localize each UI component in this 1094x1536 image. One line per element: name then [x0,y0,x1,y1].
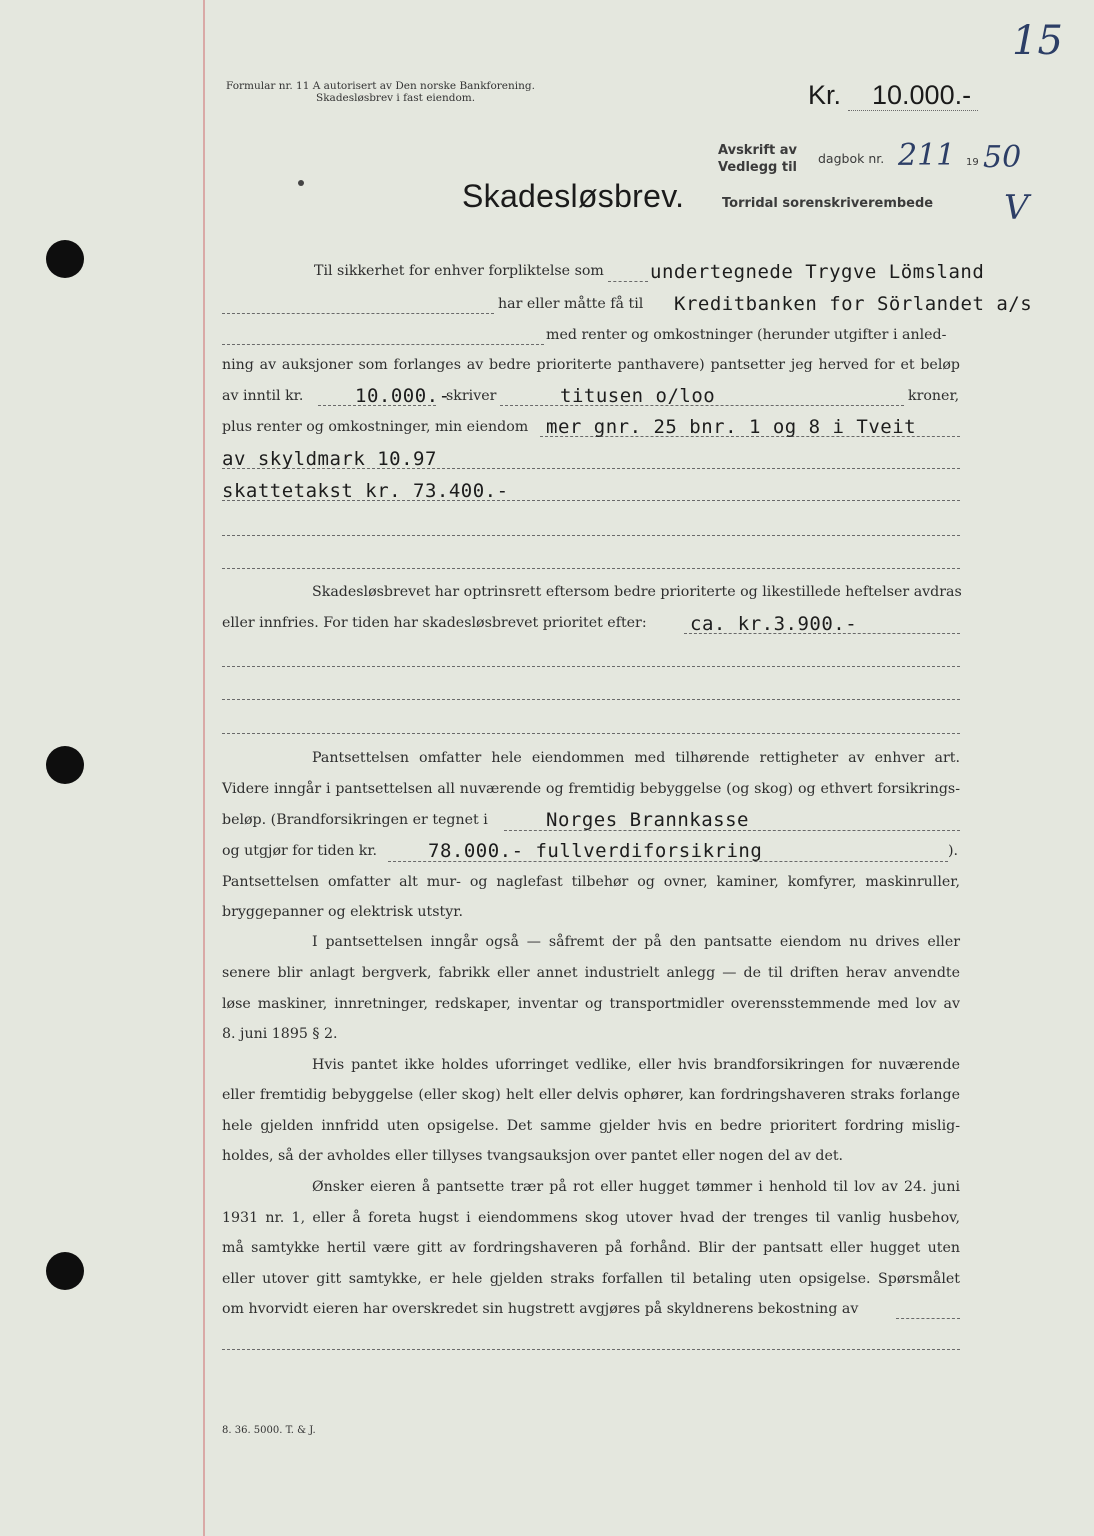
insurer-name: Norges Brannkasse [546,809,749,831]
clause1-line4: 8. juni 1895 § 2. [222,1026,338,1042]
page-number: 15 [1012,18,1063,64]
clause1-line3: løse maskiner, innretninger, redskaper, inventar og transportmidler overensstemmende med lov av [222,996,960,1012]
clause2-line2: eller fremtidig bebyggelse (eller skog) helt eller delvis ophører, kan fordringshaveren straks forlange [222,1087,960,1103]
form-header-line2: Skadesløsbrev i fast eiendom. [316,92,476,104]
property-line3: skattetakst kr. 73.400.- [222,480,509,502]
prior-amount: ca. kr.3.900.- [690,613,858,635]
fill-rule [222,733,960,734]
clause1-line2: senere blir anlagt bergverk, fabrikk eller annet industrielt anlegg — de til driften herav anvendte [222,965,960,981]
insurance-line1: Pantsettelsen omfatter hele eiendommen med tilhørende rettigheter av enhver art. [312,750,960,766]
clause2-line4: holdes, så der avholdes eller tillyses tvangsauksjon over pantet eller nogen del av det. [222,1148,844,1164]
insurance-line5: Pantsettelsen omfatter alt mur- og naglefast tilbehør og ovner, kaminer, komfyrer, maskinruller, [222,874,960,890]
property-line2: av skyldmark 10.97 [222,448,437,470]
creditor-name: Kreditbanken for Sörlandet a/s [674,293,1033,315]
intro-label: Til sikkerhet for enhver forpliktelse som [314,263,604,279]
amount-in-words: titusen o/loo [560,385,716,407]
amount-header-rule [848,110,978,111]
amount-label: av inntil kr. [222,388,304,404]
insured-value: 78.000.- fullverdiforsikring [428,840,763,862]
kroner-label: kroner, [908,388,960,404]
fill-rule [896,1318,960,1319]
property-label: plus renter og omkostninger, min eiendom [222,419,529,435]
clause2-line3: hele gjelden innfridd uten opsigelse. Det samme gjelder hvis en bedre prioritert fordring mislig- [222,1118,960,1134]
fill-rule [222,344,544,345]
auction-text: ning av auksjoner som forlanges av bedre prioriterte panthavere) pantsetter jeg herved for et beløp [222,357,960,373]
interest-text: med renter og omkostninger (herunder utgifter i anled- [546,327,947,343]
stamp-office: Torridal sorenskriverembede [722,196,934,211]
margin-line [203,0,205,1536]
footer-code: 8. 36. 5000. T. & J. [222,1425,316,1436]
stamp-line2: Vedlegg til [718,160,798,175]
insurance-line4-label: og utgjør for tiden kr. [222,843,378,859]
punch-hole [46,1252,84,1290]
stamp-year-prefix: 19 [966,157,979,168]
stamp-dagbok-label: dagbok nr. [818,151,885,166]
punch-hole [46,240,84,278]
insurance-line3-label: beløp. (Brandforsikringen er tegnet i [222,812,488,828]
fill-rule [222,535,960,536]
insurance-line2: Videre inngår i pantsettelsen all nuværende og fremtidig bebyggelse (og skog) og ethvert forsikrings- [222,781,960,797]
amount-value: 10.000.- [355,385,451,407]
fill-rule [608,281,648,282]
property-description: mer gnr. 25 bnr. 1 og 8 i Tveit [546,416,917,438]
amount-prefix: Kr. [808,80,842,110]
clause3-line3: må samtykke hertil være gitt av fordringshaveren på forhånd. Blir der pantsatt eller hugget uten [222,1240,960,1256]
form-header-line1: Formular nr. 11 A autorisert av Den norske Bankforening. [226,80,535,92]
amount-header-value: 10.000.- [872,80,972,110]
page-title: Skadesløsbrev. [462,178,685,214]
clause3-line1: Ønsker eieren å pantsette trær på rot eller hugget tømmer i henhold til lov av 24. juni [312,1179,960,1195]
check-mark: V [1004,188,1029,228]
dagbok-number: 211 [898,138,956,173]
fill-rule [222,1349,960,1350]
written-label: skriver [446,388,497,404]
clause2-line1: Hvis pantet ikke holdes uforringet vedlike, eller hvis brandforsikringen for nuværende [312,1057,960,1073]
stamp-line1: Avskrift av [718,143,797,158]
clause3-line2: 1931 nr. 1, eller å foreta hugst i eiendommens skog utover hvad der trenges til vanlig husbehov, [222,1210,960,1226]
insurance-line4-end: ). [948,843,959,859]
priority-line2: eller innfries. For tiden har skadesløsbrevet prioritet efter: [222,615,647,631]
debtor-name: undertegnede Trygve Lömsland [650,261,985,283]
fill-rule [222,313,494,314]
insurance-line6: bryggepanner og elektrisk utstyr. [222,904,463,920]
fill-rule [222,666,960,667]
fill-rule [222,699,960,700]
priority-line1: Skadesløsbrevet har optrinsrett eftersom bedre prioriterte og likestillede heftelser avdras [312,584,962,600]
ink-dot [298,180,304,186]
punch-hole [46,746,84,784]
clause1-line1: I pantsettelsen inngår også — såfremt der på den pantsatte eiendom nu drives eller [312,934,960,950]
creditor-label: har eller måtte få til [498,296,644,312]
stamp-year-suffix: 50 [983,140,1022,175]
fill-rule [222,568,960,569]
clause3-line5: om hvorvidt eieren har overskredet sin hugstrett avgjøres på skyldnerens bekostning av [222,1301,859,1317]
clause3-line4: eller utover gitt samtykke, er hele gjelden straks forfallen til betaling uten opsigelse. Spørsmålet [222,1271,960,1287]
